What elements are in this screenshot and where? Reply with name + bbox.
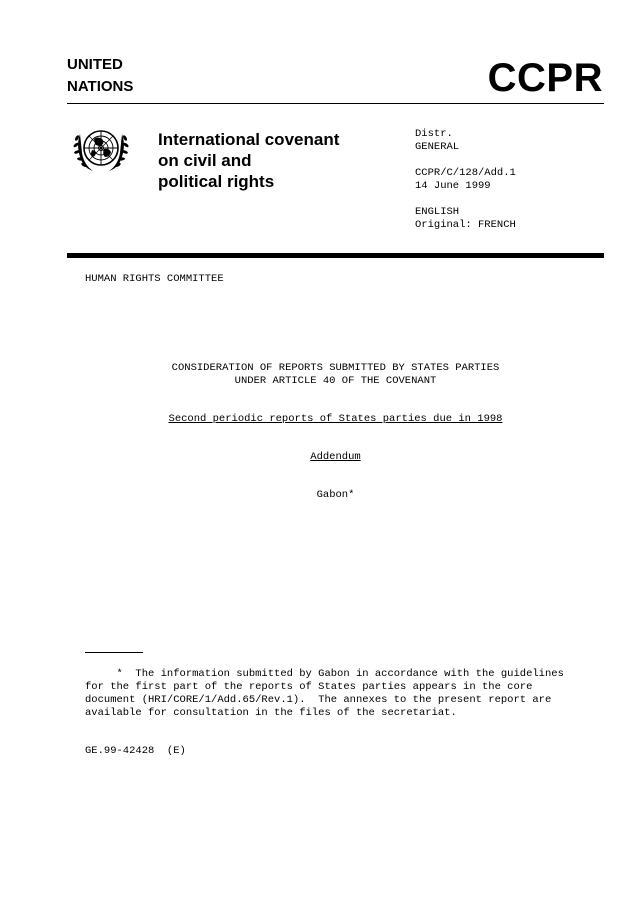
footnote-line4: available for consultation in the files of the secretariat.	[85, 707, 457, 719]
consideration-line1: CONSIDERATION OF REPORTS SUBMITTED BY STATES PARTIES	[171, 362, 500, 374]
document-date: 14 June 1999	[415, 180, 491, 192]
organization-name-line2: NATIONS	[67, 78, 134, 95]
committee-name: HUMAN RIGHTS COMMITTEE	[85, 273, 224, 285]
consideration-heading	[67, 362, 604, 388]
document-symbol: CCPR/C/128/Add.1	[415, 167, 516, 179]
consideration-line2: UNDER ARTICLE 40 OF THE COVENANT	[234, 375, 437, 387]
covenant-title-line2: on civil and	[158, 151, 252, 170]
country-name: Gabon*	[316, 489, 355, 501]
footnote-line3: document (HRI/CORE/1/Add.65/Rev.1). The annexes to the present report are	[85, 694, 552, 706]
distribution-info	[415, 128, 459, 154]
document-language: ENGLISH	[415, 206, 460, 218]
footnote-separator	[85, 652, 143, 653]
un-emblem-icon	[70, 122, 132, 178]
addendum-heading: Addendum	[310, 451, 361, 463]
language-info	[415, 206, 516, 232]
original-language: Original: FRENCH	[415, 219, 516, 231]
organization-name	[67, 54, 133, 98]
distribution-value: GENERAL	[415, 141, 460, 153]
covenant-title-line3: political rights	[158, 172, 275, 191]
periodic-reports-heading: Second periodic reports of States parties due in 1998	[168, 413, 503, 425]
document-series-symbol: CCPR	[487, 56, 603, 100]
footnote-line2: for the first part of the reports of States parties appears in the core	[85, 681, 533, 693]
job-number: GE.99-42428 (E)	[85, 745, 186, 757]
heading-divider	[67, 253, 604, 258]
covenant-title	[158, 129, 339, 192]
document-reference	[415, 167, 516, 193]
footnote	[85, 668, 564, 720]
organization-name-line1: UNITED	[67, 56, 123, 73]
header-divider	[67, 103, 604, 104]
footnote-line1: * The information submitted by Gabon in accordance with the guidelines	[85, 668, 564, 680]
covenant-title-line1: International covenant	[158, 130, 340, 149]
distribution-label: Distr.	[415, 128, 453, 140]
